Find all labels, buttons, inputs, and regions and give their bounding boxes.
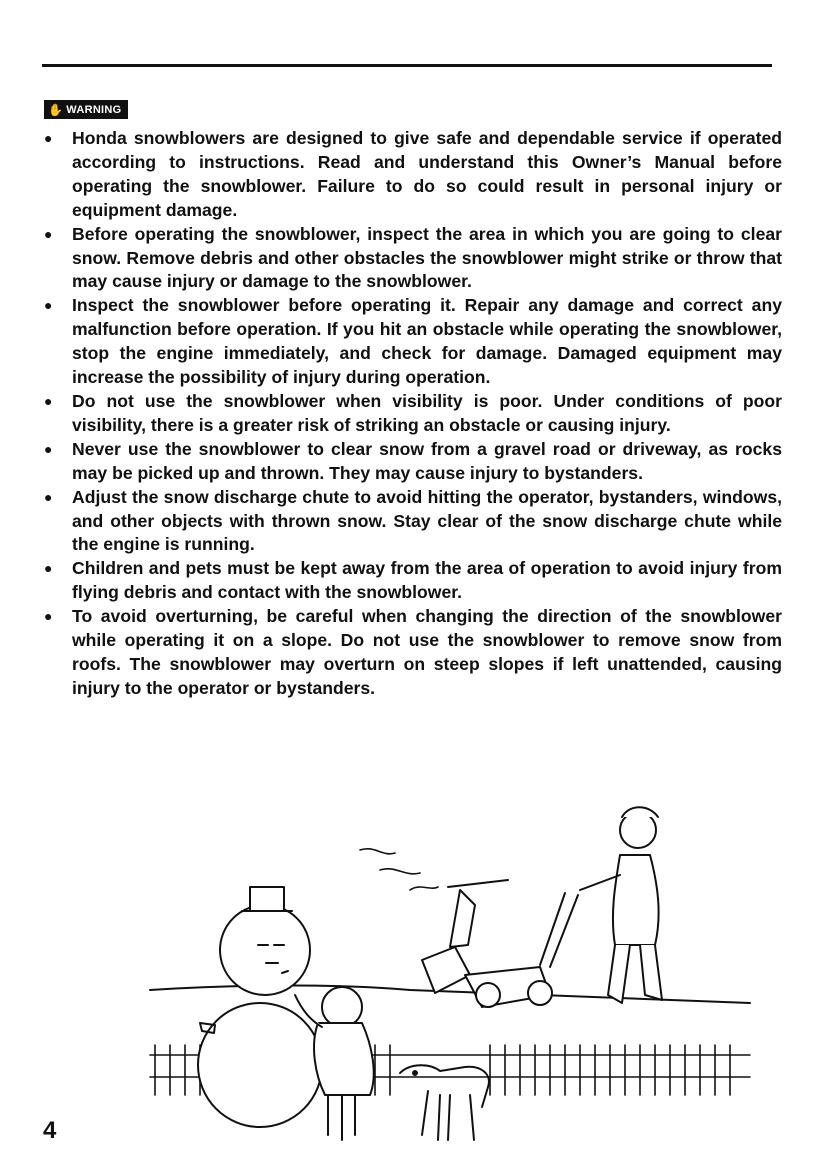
bullet-dot-icon: ● (44, 560, 53, 577)
top-rule (42, 64, 772, 67)
warning-item (42, 438, 782, 486)
snowblower (422, 880, 578, 1007)
operator (580, 807, 662, 1003)
warning-list (42, 127, 782, 701)
warning-item (42, 390, 782, 438)
warning-item (42, 294, 782, 390)
warning-item (42, 127, 782, 223)
warning-item (42, 223, 782, 295)
snowblower-safety-illustration (110, 795, 770, 1155)
warning-text: Before operating the snowblower, inspect the area in which you are going to clear snow. Remove debris and other obstacles the snowblower might strike or throw that may cause injury or damage to the snowblower. (72, 223, 782, 292)
warning-text: Inspect the snowblower before operating it. Repair any damage and correct any malfunction before operation. If you hit an obstacle while operating the snowblower, stop the engine immediately, and check for damage. Damaged equipment may increase the possibility of injury during operation. (72, 295, 782, 388)
bullet-dot-icon: ● (44, 392, 53, 409)
warning-text: Children and pets must be kept away from the area of operation to avoid injury from flying debris and contact with the snowblower. (72, 558, 782, 603)
bullet-dot-icon: ● (44, 440, 53, 457)
bullet-dot-icon: ● (44, 225, 53, 242)
bullet-dot-icon: ● (44, 297, 53, 314)
warning-text: Adjust the snow discharge chute to avoid hitting the operator, bystanders, windows, and other objects with thrown snow. Stay clear of the snow discharge chute while the engine is running. (72, 486, 782, 555)
warning-item (42, 557, 782, 605)
warning-text: To avoid overturning, be careful when changing the direction of the snowblower while operating it on a slope. Do not use the snowblower to remove snow from roofs. The snowblower may overturn on steep slopes if left unattended, causing injury to the operator or bystanders. (72, 606, 782, 698)
page-number: 4 (43, 1117, 57, 1144)
warning-item (42, 605, 782, 701)
warning-label: WARNING (66, 103, 122, 116)
warning-text: Never use the snowblower to clear snow from a gravel road or driveway, as rocks may be picked up and thrown. They may cause injury to bystanders. (72, 438, 782, 483)
warning-text: Honda snowblowers are designed to give safe and dependable service if operated according to instructions. Read and understand this Owner’s Manual before operating the snowblower. Failure to do so could result in personal injury or equipment damage. (72, 128, 782, 220)
warning-item (42, 486, 782, 558)
warning-badge (44, 100, 128, 119)
thrown-snow (360, 849, 438, 890)
bullet-dot-icon: ● (44, 488, 53, 505)
bullet-dot-icon: ● (44, 608, 53, 625)
warning-text: Do not use the snowblower when visibility is poor. Under conditions of poor visibility, there is a greater risk of striking an obstacle or causing injury. (72, 390, 782, 435)
bullet-dot-icon: ● (44, 130, 53, 146)
hand-warning-icon: ✋ (48, 102, 64, 117)
